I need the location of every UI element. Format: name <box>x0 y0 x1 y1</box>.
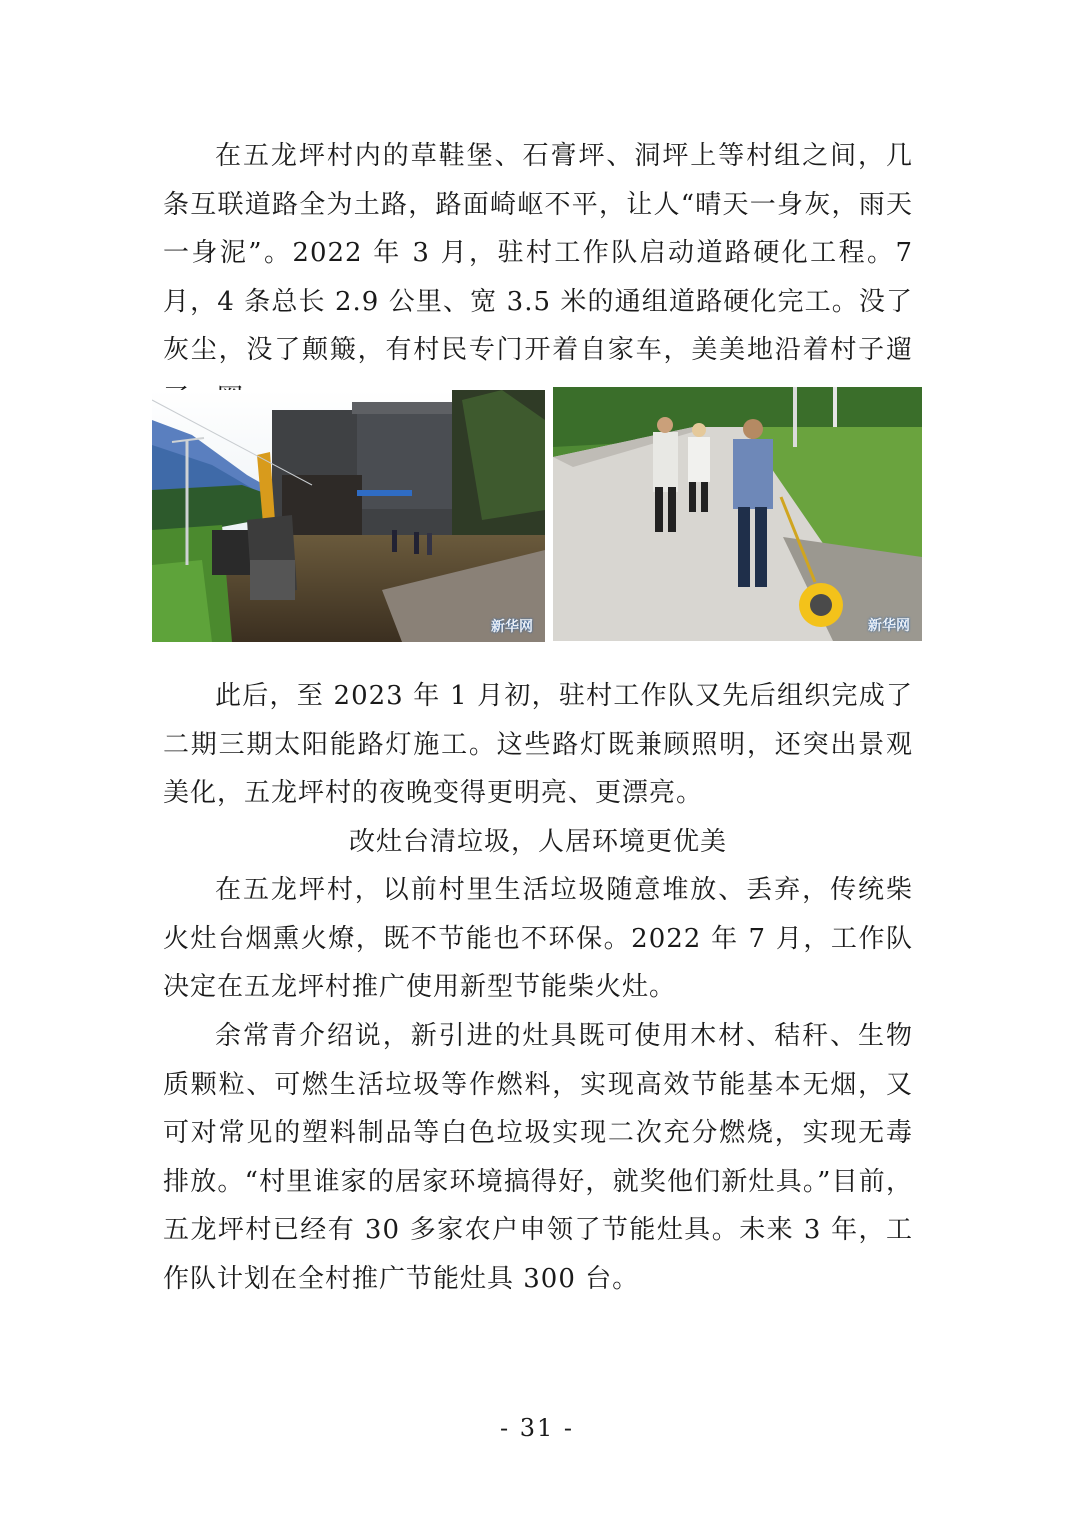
paragraph-stove-intro: 在五龙坪村，以前村里生活垃圾随意堆放、丢弃，传统柴火灶台烟熏火燎，既不节能也不环保。2022 年 7 月，工作队决定在五龙坪村推广使用新型节能柴火灶。 <box>163 875 913 1002</box>
paragraph-road-hardening: 在五龙坪村内的草鞋堡、石膏坪、洞坪上等村组之间，几条互联道路全为土路，路面崎岖不平，让人“晴天一身灰，雨天一身泥”。2022 年 3 月，驻村工作队启动道路硬化工程。7 月，4 条总长 2.9 公里、宽 3.5 米的通组道路硬化完工。没了灰尘，没了颠簸，有村民专门开着自家车，美美地沿着村子遛 <box>163 141 913 365</box>
watermark-xinhua-right: 新华网 <box>868 618 910 634</box>
watermark-xinhua-left: 新华网 <box>491 619 533 635</box>
photo-road-measuring <box>553 387 922 641</box>
section-heading: 改灶台清垃圾，人居环境更优美 <box>348 827 727 857</box>
photo-road-construction <box>152 390 545 642</box>
photo-road-construction-image <box>152 390 545 642</box>
paragraph-solar-lights: 此后，至 2023 年 1 月初，驻村工作队又先后组织完成了二期三期太阳能路灯施工。这些路灯既兼顾照明，还突出景观美化，五龙坪村的夜晚变得更明亮、更漂亮。 <box>163 681 913 808</box>
paragraph-stove-details: 余常青介绍说，新引进的灶具既可使用木材、秸秆、生物质颗粒、可燃生活垃圾等作燃料，实现高效节能基本无烟，又可对常见的塑料制品等白色垃圾实现二次充分燃烧，实现无毒排放。“村里谁家的居家环境搞得好，就奖他们新灶具。”目前，五龙坪村已经有 30 多家农户申领了节能灶具。未来 3 年，工作队计划在全村推广节能灶具 300 台。 <box>163 1021 913 1294</box>
page-number: - 31 - <box>499 1414 574 1442</box>
photo-road-measuring-image <box>553 387 922 641</box>
